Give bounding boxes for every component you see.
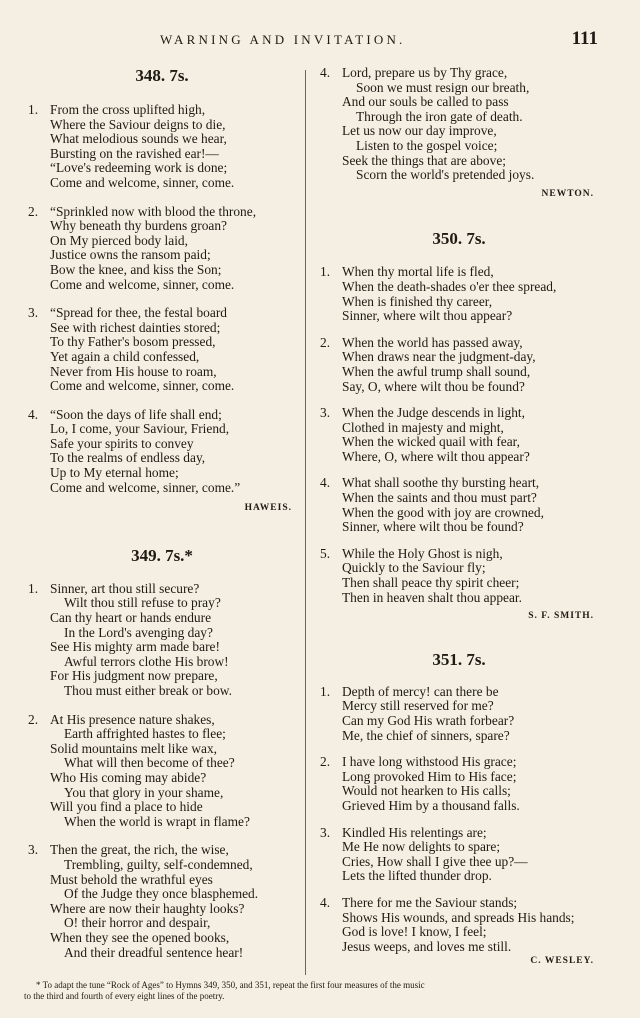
verse-line: There for me the Saviour stands; — [342, 894, 518, 910]
hymn-349-verse-2 — [28, 713, 296, 830]
verse-line: Seek the things that are above; — [342, 152, 506, 168]
verse-number: 1. — [28, 580, 39, 596]
hymn-350-verse-4 — [320, 476, 598, 534]
footnote-line-1: * To adapt the tune “Rock of Ages” to Hymns 349, 350, and 351, repeat the first four measures of the music — [36, 980, 425, 990]
verse-number: 2. — [320, 754, 331, 770]
verse-number: 4. — [320, 475, 331, 491]
hymn-350-verse-3 — [320, 406, 598, 464]
hymn-349-verse-1 — [28, 582, 296, 699]
verse-line: God is love! I know, I feel; — [342, 924, 487, 940]
hymn-350-verse-5 — [320, 547, 598, 605]
verse-line: Through the iron gate of death. — [356, 108, 523, 124]
verse-line: “Soon the days of life shall end; — [50, 406, 222, 422]
hymn-348-heading: 348. 7s. — [135, 66, 189, 85]
verse-number: 2. — [320, 334, 331, 350]
verse-line: Trembling, guilty, self-condemned, — [64, 856, 253, 872]
verse-number: 3. — [28, 305, 39, 321]
verse-line: Quickly to the Saviour fly; — [342, 560, 486, 576]
hymn-351-heading: 351. 7s. — [432, 649, 486, 669]
verse-line: Must behold the wrathful eyes — [50, 871, 213, 887]
verse-line: Where the Saviour deigns to die, — [50, 116, 226, 132]
verse-line: Bow the knee, and kiss the Son; — [50, 261, 222, 277]
verse-line: Come and welcome, sinner, come. — [50, 276, 235, 292]
verse-line: What melodious sounds we hear, — [50, 131, 227, 147]
verse-line: When the saints and thou must part? — [342, 490, 537, 506]
verse-number: 1. — [320, 264, 331, 280]
hymn-351-author: C. WESLEY. — [530, 956, 594, 967]
hymn-348-verse-3 — [28, 306, 296, 394]
verse-line: Long provoked Him to His face; — [342, 768, 517, 784]
verse-line: Kindled His relentings are; — [342, 824, 487, 840]
verse-number: 5. — [320, 545, 331, 561]
verse-line: Solid mountains melt like wax, — [50, 740, 217, 756]
hymn-351-verse-2 — [320, 755, 598, 813]
verse-line: What shall soothe thy bursting heart, — [342, 475, 540, 491]
verse-line: Come and welcome, sinner, come. — [50, 174, 235, 190]
verse-line: “Love's redeeming work is done; — [50, 160, 228, 176]
footnote — [24, 980, 624, 1002]
verse-line: Then shall peace thy spirit cheer; — [342, 575, 520, 591]
hymn-349-verse-4 — [320, 66, 598, 183]
verse-line: Grieved Him by a thousand falls. — [342, 797, 520, 813]
verse-line: Of the Judge they once blasphemed. — [64, 886, 259, 902]
verse-line: At His presence nature shakes, — [50, 711, 215, 727]
verse-line: When the wicked quail with fear, — [342, 434, 520, 450]
verse-line: Shows His wounds, and spreads His hands; — [342, 909, 575, 925]
verse-line: Yet again a child confessed, — [50, 348, 200, 364]
verse-line: Me He now delights to spare; — [342, 839, 501, 855]
verse-line: O! their horror and despair, — [64, 915, 211, 931]
verse-line: Come and welcome, sinner, come. — [50, 378, 235, 394]
verse-line: Safe your spirits to convey — [50, 435, 194, 451]
verse-line: Soon we must resign our breath, — [356, 79, 530, 95]
verse-number: 1. — [28, 102, 39, 117]
verse-line: Bursting on the ravished ear!— — [50, 145, 219, 161]
verse-line: When draws near the judgment-day, — [342, 349, 536, 365]
verse-line: Thou must either break or bow. — [64, 683, 232, 698]
verse-line: Come and welcome, sinner, come.” — [50, 479, 241, 495]
verse-line: Sinner, art thou still secure? — [50, 580, 200, 596]
verse-line: Would not hearken to His calls; — [342, 783, 511, 799]
verse-number: 3. — [28, 842, 39, 858]
verse-line: Lo, I come, your Saviour, Friend, — [50, 421, 230, 437]
right-column — [320, 66, 598, 969]
verse-line: Wilt thou still refuse to pray? — [64, 595, 221, 611]
column-divider — [305, 70, 306, 975]
verse-line: From the cross uplifted high, — [50, 102, 206, 117]
verse-line: Up to My eternal home; — [50, 465, 179, 481]
verse-line: Earth affrighted hastes to flee; — [64, 726, 226, 742]
verse-number: 4. — [28, 406, 39, 422]
verse-line: Let us now our day improve, — [342, 123, 497, 139]
verse-line: When the good with joy are crowned, — [342, 504, 544, 520]
verse-line: Where are now their haughty looks? — [50, 900, 245, 916]
verse-line: Sinner, where wilt thou be found? — [342, 519, 524, 535]
hymn-350-author: S. F. SMITH. — [528, 611, 594, 622]
verse-line: Depth of mercy! can there be — [342, 683, 499, 699]
verse-line: In the Lord's avenging day? — [64, 624, 213, 640]
verse-number: 2. — [28, 711, 39, 727]
verse-line: Never from His house to roam, — [50, 363, 217, 379]
verse-line: To thy Father's bosom pressed, — [50, 334, 216, 350]
verse-line: See His mighty arm made bare! — [50, 639, 220, 655]
verse-line: Where, O, where wilt thou appear? — [342, 448, 530, 464]
hymn-351-verse-3 — [320, 826, 598, 884]
verse-line: I have long withstood His grace; — [342, 754, 517, 770]
verse-line: When they see the opened books, — [50, 929, 230, 945]
hymn-349-verse-3 — [28, 843, 296, 960]
verse-line: When the world has passed away, — [342, 334, 523, 350]
verse-line: Lord, prepare us by Thy grace, — [342, 65, 508, 80]
hymn-350-verse-2 — [320, 336, 598, 394]
footnote-line-2: to the third and fourth of every eight lines of the poetry. — [24, 991, 225, 1001]
verse-line: For His judgment now prepare, — [50, 668, 218, 684]
left-column — [28, 66, 296, 960]
hymn-348-author: HAWEIS. — [244, 503, 292, 514]
verse-number: 4. — [320, 894, 331, 910]
verse-line: Mercy still reserved for me? — [342, 698, 494, 714]
page-header — [0, 0, 640, 60]
verse-line: Say, O, where wilt thou be found? — [342, 378, 525, 394]
verse-line: When thy mortal life is fled, — [342, 264, 494, 280]
verse-line: You that glory in your shame, — [64, 784, 224, 800]
hymn-348-verse-2 — [28, 205, 296, 293]
verse-number: 1. — [320, 683, 331, 699]
hymn-348-verse-1 — [28, 103, 296, 191]
verse-number: 4. — [320, 65, 331, 80]
verse-number: 3. — [320, 824, 331, 840]
verse-line: Then in heaven shalt thou appear. — [342, 589, 522, 605]
verse-line: And our souls be called to pass — [342, 94, 509, 110]
hymn-350-verse-1 — [320, 265, 598, 323]
verse-line: “Sprinkled now with blood the throne, — [50, 203, 257, 219]
verse-line: What will then become of thee? — [64, 755, 235, 771]
running-title: WARNING AND INVITATION. — [160, 32, 406, 47]
verse-line: Why beneath thy burdens groan? — [50, 218, 227, 234]
verse-line: Who His coming may abide? — [50, 769, 207, 785]
verse-line: Cries, How shall I give thee up?— — [342, 853, 528, 869]
verse-line: Me, the chief of sinners, spare? — [342, 727, 510, 743]
verse-line: When the Judge descends in light, — [342, 405, 525, 421]
verse-line: Jesus weeps, and loves me still. — [342, 938, 512, 954]
verse-line: Justice owns the ransom paid; — [50, 247, 211, 263]
verse-line: “Spread for thee, the festal board — [50, 305, 227, 321]
hymn-349-heading: 349. 7s.* — [131, 545, 193, 565]
verse-line: Can thy heart or hands endure — [50, 610, 212, 626]
verse-line: When the world is wrapt in flame? — [64, 813, 250, 829]
verse-line: When the death-shades o'er thee spread, — [342, 278, 557, 294]
verse-line: Can my God His wrath forbear? — [342, 713, 515, 728]
verse-line: Awful terrors clothe His brow! — [64, 653, 229, 669]
page-number: 111 — [571, 28, 598, 49]
hymn-350-heading: 350. 7s. — [432, 229, 486, 249]
verse-line: Listen to the gospel voice; — [356, 137, 498, 153]
verse-line: Then the great, the rich, the wise, — [50, 842, 229, 858]
verse-number: 2. — [28, 203, 39, 219]
verse-line: And their dreadful sentence hear! — [64, 944, 244, 960]
verse-line: To the realms of endless day, — [50, 450, 206, 466]
verse-line: Scorn the world's pretended joys. — [356, 167, 535, 183]
verse-number: 3. — [320, 405, 331, 421]
hymn-351-verse-4 — [320, 896, 598, 954]
verse-line: Sinner, where wilt thou appear? — [342, 308, 513, 324]
verse-line: While the Holy Ghost is nigh, — [342, 545, 503, 561]
hymn-351-verse-1 — [320, 685, 598, 743]
hymn-349-author: NEWTON. — [541, 188, 594, 199]
verse-line: Lets the lifted thunder drop. — [342, 868, 492, 884]
verse-line: When is finished thy career, — [342, 293, 493, 309]
verse-line: Clothed in majesty and might, — [342, 419, 504, 435]
verse-line: See with richest dainties stored; — [50, 319, 221, 335]
hymn-348-verse-4 — [28, 408, 296, 496]
verse-line: On My pierced body laid, — [50, 232, 188, 248]
verse-line: When the awful trump shall sound, — [342, 363, 531, 379]
verse-line: Will you find a place to hide — [50, 799, 203, 815]
